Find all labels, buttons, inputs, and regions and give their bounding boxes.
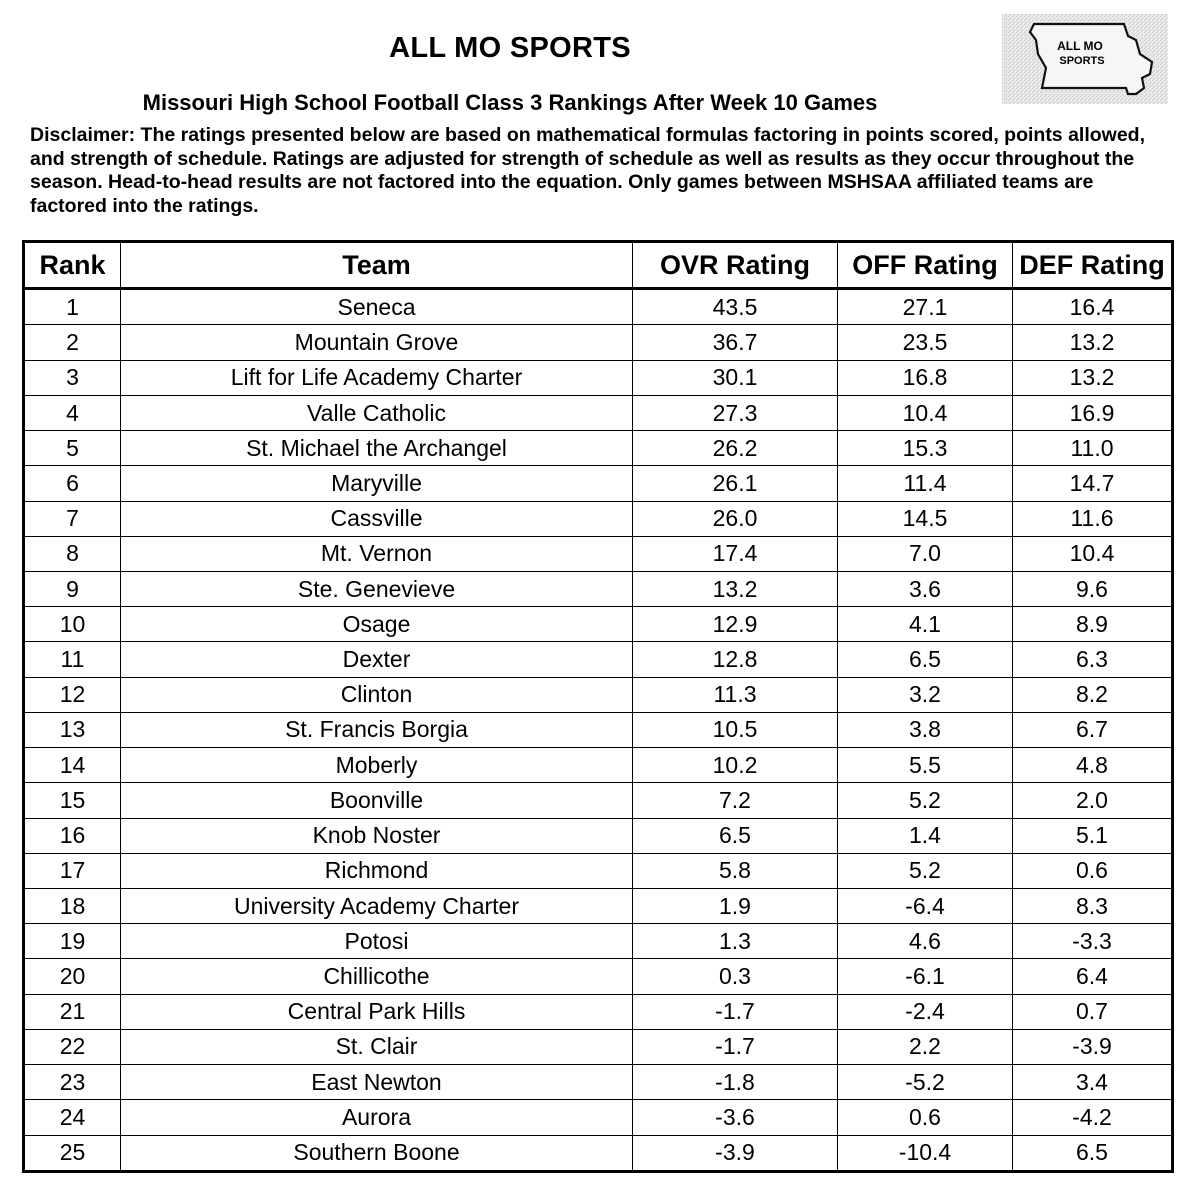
cell-def-rating: 3.4: [1013, 1065, 1173, 1100]
cell-team: Valle Catholic: [121, 395, 633, 430]
cell-off-rating: -10.4: [838, 1135, 1013, 1172]
table-row: [24, 1100, 1173, 1135]
cell-def-rating: 13.2: [1013, 325, 1173, 360]
cell-ovr-rating: -1.7: [633, 1029, 838, 1064]
cell-ovr-rating: 6.5: [633, 818, 838, 853]
cell-team: University Academy Charter: [121, 888, 633, 923]
cell-ovr-rating: 30.1: [633, 360, 838, 395]
cell-rank: 3: [24, 360, 121, 395]
disclaimer-text: Disclaimer: The ratings presented below are based on mathematical formulas factoring in points scored, points allowed, and strength of schedule. Ratings are adjusted for strength of schedule as well as results as they occur throughout the season. Head-to-head results are not factored into the equation. Only games between MSHSAA affiliated teams are factored into the ratings.: [30, 124, 1146, 217]
cell-team: Clinton: [121, 677, 633, 712]
table-row: [24, 818, 1173, 853]
cell-ovr-rating: 1.9: [633, 888, 838, 923]
cell-rank: 9: [24, 572, 121, 607]
table-row: [24, 783, 1173, 818]
cell-def-rating: 16.4: [1013, 289, 1173, 325]
cell-team: Potosi: [121, 924, 633, 959]
table-row: [24, 642, 1173, 677]
cell-off-rating: 1.4: [838, 818, 1013, 853]
cell-def-rating: 8.3: [1013, 888, 1173, 923]
cell-rank: 17: [24, 853, 121, 888]
cell-rank: 22: [24, 1029, 121, 1064]
cell-off-rating: 0.6: [838, 1100, 1013, 1135]
table-row: [24, 888, 1173, 923]
cell-def-rating: 0.7: [1013, 994, 1173, 1029]
table-row: [24, 959, 1173, 994]
cell-off-rating: 3.2: [838, 677, 1013, 712]
cell-team: Dexter: [121, 642, 633, 677]
cell-off-rating: 4.6: [838, 924, 1013, 959]
cell-team: Mountain Grove: [121, 325, 633, 360]
cell-def-rating: -3.9: [1013, 1029, 1173, 1064]
cell-def-rating: 11.6: [1013, 501, 1173, 536]
cell-off-rating: 3.8: [838, 712, 1013, 747]
cell-off-rating: -6.4: [838, 888, 1013, 923]
cell-team: Boonville: [121, 783, 633, 818]
cell-team: St. Michael the Archangel: [121, 431, 633, 466]
column-header-rank: Rank: [24, 242, 121, 289]
table-row: [24, 466, 1173, 501]
cell-rank: 7: [24, 501, 121, 536]
cell-def-rating: 16.9: [1013, 395, 1173, 430]
table-row: [24, 395, 1173, 430]
rankings-table-body: [24, 289, 1173, 1172]
cell-off-rating: 16.8: [838, 360, 1013, 395]
rankings-table-header: [24, 242, 1173, 289]
cell-def-rating: -4.2: [1013, 1100, 1173, 1135]
table-row: [24, 536, 1173, 571]
cell-rank: 24: [24, 1100, 121, 1135]
table-row: [24, 325, 1173, 360]
cell-team: Southern Boone: [121, 1135, 633, 1172]
cell-def-rating: 6.3: [1013, 642, 1173, 677]
cell-ovr-rating: -3.6: [633, 1100, 838, 1135]
cell-ovr-rating: 11.3: [633, 677, 838, 712]
cell-rank: 1: [24, 289, 121, 325]
cell-ovr-rating: 7.2: [633, 783, 838, 818]
cell-def-rating: 6.4: [1013, 959, 1173, 994]
cell-def-rating: 2.0: [1013, 783, 1173, 818]
cell-def-rating: 14.7: [1013, 466, 1173, 501]
column-header-ovr-rating: OVR Rating: [633, 242, 838, 289]
column-header-off-rating: OFF Rating: [838, 242, 1013, 289]
cell-team: East Newton: [121, 1065, 633, 1100]
table-row: [24, 677, 1173, 712]
cell-ovr-rating: -1.8: [633, 1065, 838, 1100]
cell-def-rating: 4.8: [1013, 748, 1173, 783]
cell-rank: 16: [24, 818, 121, 853]
header-row: [24, 242, 1173, 289]
cell-ovr-rating: 12.8: [633, 642, 838, 677]
cell-ovr-rating: -3.9: [633, 1135, 838, 1172]
cell-off-rating: 6.5: [838, 642, 1013, 677]
table-row: [24, 501, 1173, 536]
cell-team: Maryville: [121, 466, 633, 501]
cell-def-rating: 8.2: [1013, 677, 1173, 712]
cell-rank: 20: [24, 959, 121, 994]
table-row: [24, 360, 1173, 395]
cell-team: Chillicothe: [121, 959, 633, 994]
cell-def-rating: -3.3: [1013, 924, 1173, 959]
cell-off-rating: 10.4: [838, 395, 1013, 430]
cell-ovr-rating: 26.2: [633, 431, 838, 466]
table-row: [24, 748, 1173, 783]
table-row: [24, 1135, 1173, 1172]
cell-team: Seneca: [121, 289, 633, 325]
cell-off-rating: 27.1: [838, 289, 1013, 325]
table-row: [24, 1029, 1173, 1064]
cell-ovr-rating: 10.5: [633, 712, 838, 747]
cell-rank: 21: [24, 994, 121, 1029]
cell-ovr-rating: 27.3: [633, 395, 838, 430]
cell-def-rating: 8.9: [1013, 607, 1173, 642]
column-header-def-rating: DEF Rating: [1013, 242, 1173, 289]
cell-ovr-rating: 10.2: [633, 748, 838, 783]
cell-team: Cassville: [121, 501, 633, 536]
table-row: [24, 431, 1173, 466]
cell-ovr-rating: 36.7: [633, 325, 838, 360]
cell-def-rating: 5.1: [1013, 818, 1173, 853]
cell-rank: 5: [24, 431, 121, 466]
cell-team: Osage: [121, 607, 633, 642]
cell-off-rating: -2.4: [838, 994, 1013, 1029]
cell-off-rating: -5.2: [838, 1065, 1013, 1100]
page-title: ALL MO SPORTS: [389, 32, 631, 64]
cell-team: St. Clair: [121, 1029, 633, 1064]
cell-rank: 4: [24, 395, 121, 430]
cell-team: Aurora: [121, 1100, 633, 1135]
cell-off-rating: 4.1: [838, 607, 1013, 642]
cell-ovr-rating: 26.0: [633, 501, 838, 536]
cell-off-rating: 7.0: [838, 536, 1013, 571]
table-row: [24, 924, 1173, 959]
cell-off-rating: 5.2: [838, 853, 1013, 888]
cell-off-rating: -6.1: [838, 959, 1013, 994]
cell-ovr-rating: 26.1: [633, 466, 838, 501]
cell-def-rating: 0.6: [1013, 853, 1173, 888]
cell-off-rating: 3.6: [838, 572, 1013, 607]
cell-rank: 15: [24, 783, 121, 818]
page-subtitle: Missouri High School Football Class 3 Rankings After Week 10 Games: [142, 90, 878, 115]
cell-def-rating: 13.2: [1013, 360, 1173, 395]
table-row: [24, 607, 1173, 642]
cell-rank: 12: [24, 677, 121, 712]
cell-rank: 18: [24, 888, 121, 923]
logo-line-2: SPORTS: [1059, 55, 1105, 67]
cell-off-rating: 23.5: [838, 325, 1013, 360]
cell-team: Mt. Vernon: [121, 536, 633, 571]
cell-team: St. Francis Borgia: [121, 712, 633, 747]
cell-ovr-rating: 17.4: [633, 536, 838, 571]
cell-rank: 14: [24, 748, 121, 783]
cell-ovr-rating: 5.8: [633, 853, 838, 888]
table-row: [24, 712, 1173, 747]
cell-ovr-rating: 1.3: [633, 924, 838, 959]
cell-rank: 2: [24, 325, 121, 360]
table-row: [24, 1065, 1173, 1100]
cell-team: Ste. Genevieve: [121, 572, 633, 607]
cell-def-rating: 9.6: [1013, 572, 1173, 607]
column-header-team: Team: [121, 242, 633, 289]
cell-def-rating: 6.5: [1013, 1135, 1173, 1172]
cell-def-rating: 10.4: [1013, 536, 1173, 571]
cell-def-rating: 6.7: [1013, 712, 1173, 747]
cell-off-rating: 5.5: [838, 748, 1013, 783]
cell-ovr-rating: -1.7: [633, 994, 838, 1029]
cell-rank: 11: [24, 642, 121, 677]
cell-rank: 25: [24, 1135, 121, 1172]
table-row: [24, 853, 1173, 888]
cell-rank: 6: [24, 466, 121, 501]
cell-off-rating: 15.3: [838, 431, 1013, 466]
cell-rank: 13: [24, 712, 121, 747]
cell-off-rating: 14.5: [838, 501, 1013, 536]
logo-line-1: ALL MO: [1057, 39, 1103, 53]
cell-rank: 23: [24, 1065, 121, 1100]
cell-off-rating: 11.4: [838, 466, 1013, 501]
cell-team: Moberly: [121, 748, 633, 783]
cell-off-rating: 5.2: [838, 783, 1013, 818]
cell-rank: 19: [24, 924, 121, 959]
table-row: [24, 572, 1173, 607]
all-mo-sports-logo: [1002, 14, 1168, 104]
cell-rank: 10: [24, 607, 121, 642]
cell-ovr-rating: 12.9: [633, 607, 838, 642]
cell-team: Central Park Hills: [121, 994, 633, 1029]
cell-team: Richmond: [121, 853, 633, 888]
table-row: [24, 994, 1173, 1029]
cell-off-rating: 2.2: [838, 1029, 1013, 1064]
cell-def-rating: 11.0: [1013, 431, 1173, 466]
cell-team: Knob Noster: [121, 818, 633, 853]
cell-ovr-rating: 0.3: [633, 959, 838, 994]
cell-ovr-rating: 43.5: [633, 289, 838, 325]
cell-team: Lift for Life Academy Charter: [121, 360, 633, 395]
cell-rank: 8: [24, 536, 121, 571]
table-row: [24, 289, 1173, 325]
cell-ovr-rating: 13.2: [633, 572, 838, 607]
rankings-table: [22, 240, 1174, 1173]
